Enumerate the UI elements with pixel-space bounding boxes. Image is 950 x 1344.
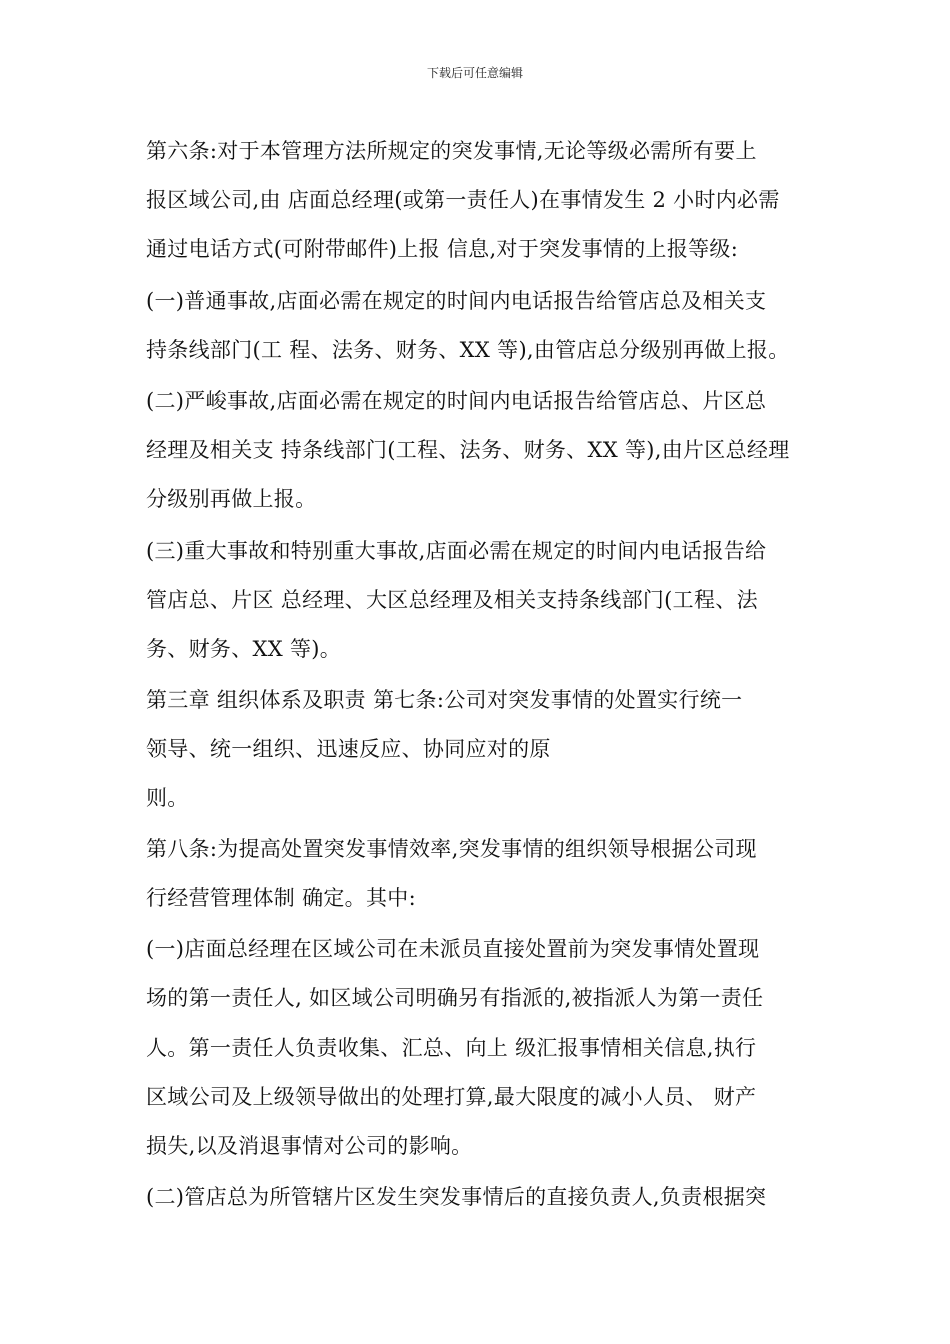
text-line: 报区域公司,由 店面总经理(或第一责任人)在事情发生 2 小时内必需 — [146, 188, 780, 212]
text-line: 区域公司及上级领导做出的处理打算,最大限度的减小人员、 财产 — [146, 1085, 757, 1109]
text-line: 第三章 组织体系及职责 第七条:公司对突发事情的处置实行统一 — [146, 688, 743, 712]
page-header: 下载后可任意编辑 — [426, 66, 523, 80]
text-line: 管店总、片区 总经理、大区总经理及相关支持条线部门(工程、法 — [146, 588, 758, 612]
text-line: 则。 — [146, 786, 189, 810]
text-line: 第六条:对于本管理方法所规定的突发事情,无论等级必需所有要上 — [146, 139, 757, 163]
text-line: 领导、统一组织、迅速反应、协同应对的原 — [146, 737, 551, 761]
text-line: 持条线部门(工 程、法务、财务、XX 等),由管店总分级别再做上报。 — [146, 338, 790, 362]
text-line: 第八条:为提高处置突发事情效率,突发事情的组织领导根据公司现 — [146, 837, 757, 861]
text-line: 经理及相关支 持条线部门(工程、法务、财务、XX 等),由片区总经理 — [146, 438, 790, 462]
text-line: 场的第一责任人, 如区域公司明确另有指派的,被指派人为第一责任 — [146, 986, 764, 1010]
text-line: 行经营管理体制 确定。其中: — [146, 886, 416, 910]
text-line: 务、财务、XX 等)。 — [146, 637, 342, 661]
text-line: 损失,以及消退事情对公司的影响。 — [146, 1134, 473, 1158]
text-line: (二)管店总为所管辖片区发生突发事情后的直接负责人,负责根据突 — [146, 1185, 767, 1209]
text-line: (一)店面总经理在区域公司在未派员直接处置前为突发事情处置现 — [146, 937, 760, 961]
text-line: (三)重大事故和特别重大事故,店面必需在规定的时间内电话报告给 — [146, 539, 767, 563]
text-line: 通过电话方式(可附带邮件)上报 信息,对于突发事情的上报等级: — [146, 237, 739, 261]
text-line: (一)普通事故,店面必需在规定的时间内电话报告给管店总及相关支 — [146, 289, 767, 313]
text-line: (二)严峻事故,店面必需在规定的时间内电话报告给管店总、片区总 — [146, 389, 767, 413]
text-line: 人。第一责任人负责收集、汇总、向上 级汇报事情相关信息,执行 — [146, 1036, 757, 1060]
text-line: 分级别再做上报。 — [146, 487, 317, 511]
